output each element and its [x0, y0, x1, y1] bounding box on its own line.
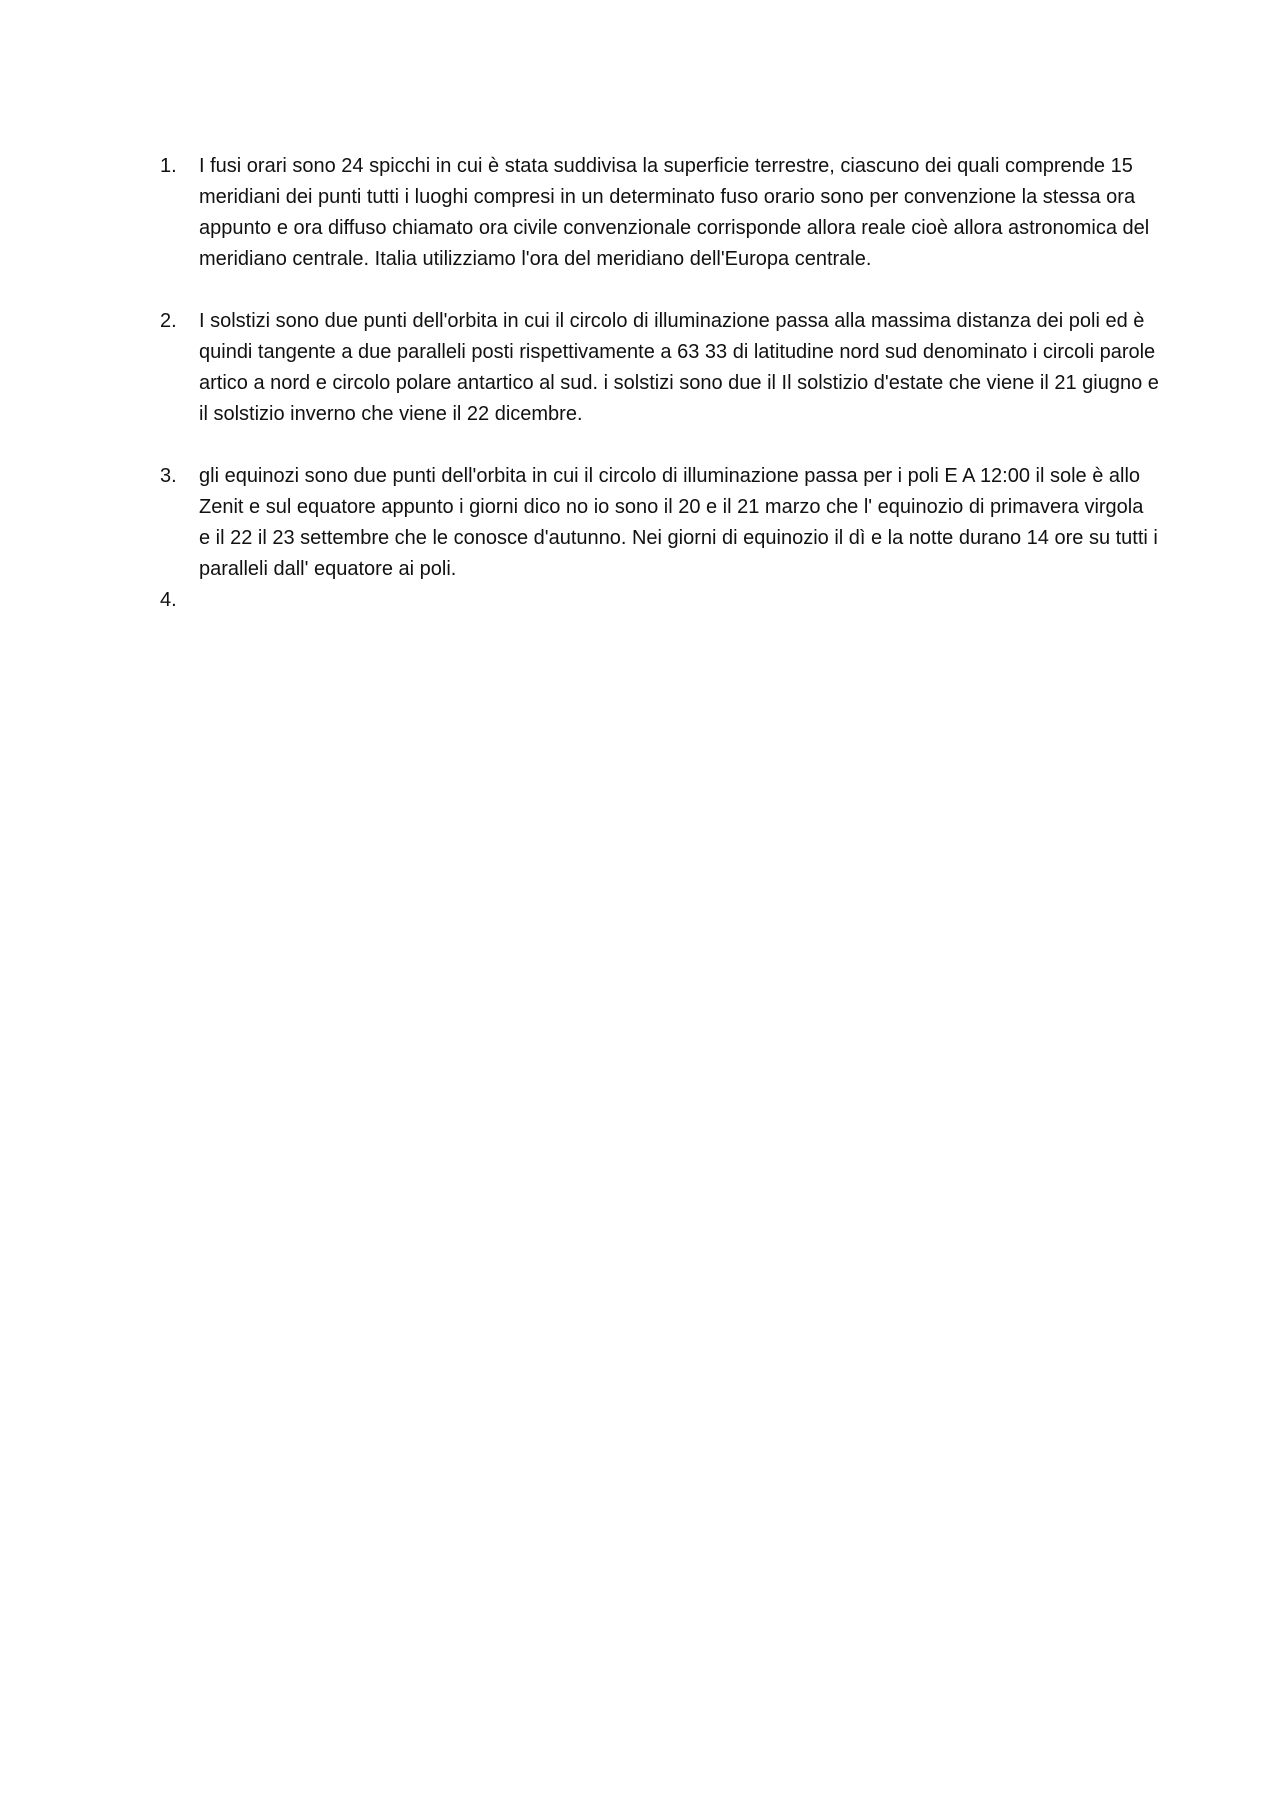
- list-item-text: I solstizi sono due punti dell'orbita in cui il circolo di illuminazione passa alla massima distanza dei poli ed è quindi tangente a due paralleli posti rispettivamente a 63 33 di latitudine nord sud denominato i circoli parole artico a nord e circolo polare antartico al sud. i solstizi sono due il Il solstizio d'estate che viene il 21 giugno e il solstizio inverno che viene il 22 dicembre.: [199, 310, 1159, 425]
- list-item-text: I fusi orari sono 24 spicchi in cui è stata suddivisa la superficie terrestre, ciascuno dei quali comprende 15 meridiani dei punti tutti i luoghi compresi in un determinato fuso orario sono per convenzione la stessa ora appunto e ora diffuso chiamato ora civile convenzionale corrisponde allora reale cioè allora astronomica del meridiano centrale. Italia utilizziamo l'ora del meridiano dell'Europa centrale.: [199, 155, 1150, 270]
- list-item-number: 3.: [160, 465, 177, 487]
- list-item: [160, 461, 1160, 585]
- list-item-number: 1.: [160, 155, 177, 177]
- list-item: [160, 585, 1160, 616]
- list-item: [160, 306, 1160, 430]
- numbered-list: [160, 151, 1160, 616]
- list-item-text: gli equinozi sono due punti dell'orbita in cui il circolo di illuminazione passa per i poli E A 12:00 il sole è allo Zenit e sul equatore appunto i giorni dico no io sono il 20 e il 21 marzo che l' equinozio di primavera virgola e il 22 il 23 settembre che le conosce d'autunno. Nei giorni di equinozio il dì e la notte durano 14 ore su tutti i paralleli dall' equatore ai poli.: [199, 465, 1158, 580]
- list-item-number: 4.: [160, 589, 177, 611]
- list-item-number: 2.: [160, 310, 177, 332]
- list-item: [160, 151, 1160, 275]
